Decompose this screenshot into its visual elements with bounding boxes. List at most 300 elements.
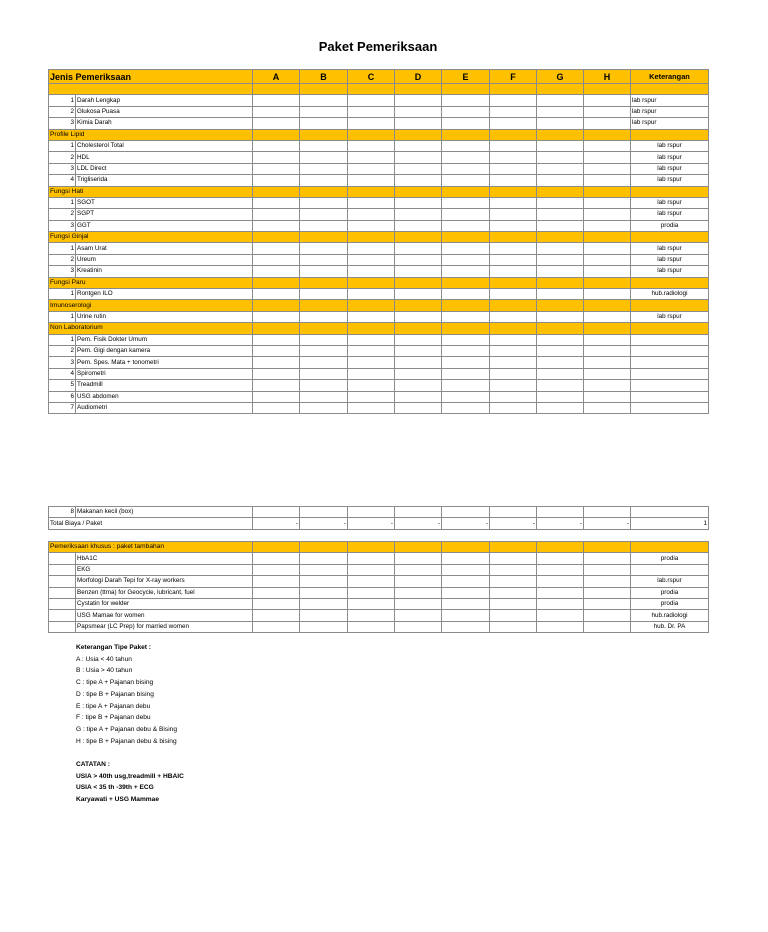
cell: [348, 118, 395, 129]
cell: [490, 357, 537, 368]
section-label: [49, 84, 253, 95]
cell: [348, 542, 395, 553]
cell: [537, 507, 584, 518]
cell: [442, 334, 490, 345]
cell: [395, 345, 442, 356]
total-table: [48, 506, 709, 530]
cell: [395, 175, 442, 186]
row-name: Pem. Fisik Dokter Umum: [76, 334, 253, 345]
cell: [631, 84, 709, 95]
cell: [253, 163, 300, 174]
row-keterangan: lab rspur: [631, 140, 709, 151]
header-col-b: B: [300, 70, 348, 84]
cell: [253, 368, 300, 379]
cell: [537, 106, 584, 117]
section-label: Non Laboratorium: [49, 323, 253, 334]
table-row: [49, 95, 709, 106]
cell: [490, 118, 537, 129]
section-row: [49, 129, 709, 140]
cell: [584, 542, 631, 553]
cell: [442, 368, 490, 379]
cell: [395, 587, 442, 598]
cell: [537, 576, 584, 587]
cell: [490, 610, 537, 621]
row-keterangan: lab rspur: [631, 254, 709, 265]
row-name: Darah Lengkap: [76, 95, 253, 106]
cell: [300, 542, 348, 553]
cell: [490, 598, 537, 609]
cell: [537, 289, 584, 300]
table-row: [49, 334, 709, 345]
cell: [442, 175, 490, 186]
cell: [537, 334, 584, 345]
cell: [300, 587, 348, 598]
cell: [537, 118, 584, 129]
total-value: -: [300, 518, 348, 529]
table-row: [49, 311, 709, 322]
cell: [300, 311, 348, 322]
cell: [537, 300, 584, 311]
cell: [537, 587, 584, 598]
cell: [300, 220, 348, 231]
cell: [300, 95, 348, 106]
table-row: [49, 220, 709, 231]
cell: [253, 175, 300, 186]
cell: [300, 621, 348, 632]
cell: [49, 621, 76, 632]
section-label: Fungsi Ginjal: [49, 232, 253, 243]
row-name: SGOT: [76, 197, 253, 208]
table-row: [49, 564, 709, 575]
row-name: Rontgen ILO: [76, 289, 253, 300]
cell: [395, 300, 442, 311]
row-number: 4: [49, 368, 76, 379]
cell: [490, 621, 537, 632]
row-name: USG Mamae for women: [76, 610, 253, 621]
cell: [300, 118, 348, 129]
cell: [300, 129, 348, 140]
cell: [442, 300, 490, 311]
cell: [253, 84, 300, 95]
cell: [348, 277, 395, 288]
row-keterangan: [631, 391, 709, 402]
row-number: 1: [49, 334, 76, 345]
table-row: [49, 345, 709, 356]
cell: [584, 621, 631, 632]
cell: [253, 587, 300, 598]
cell: [584, 323, 631, 334]
row-number: 1: [49, 243, 76, 254]
table-row: [49, 197, 709, 208]
cell: [442, 323, 490, 334]
cell: [584, 118, 631, 129]
total-value: -: [253, 518, 300, 529]
cell: [490, 402, 537, 413]
table-row: [49, 175, 709, 186]
cell: [490, 553, 537, 564]
cell: [253, 610, 300, 621]
legend-item: D : tipe B + Pajanan bising: [76, 690, 154, 698]
table-row: [49, 106, 709, 117]
cell: [395, 186, 442, 197]
cell: [490, 507, 537, 518]
cell: [584, 277, 631, 288]
cell: [442, 140, 490, 151]
cell: [253, 323, 300, 334]
cell: [490, 152, 537, 163]
row-number: 3: [49, 118, 76, 129]
total-value: -: [537, 518, 584, 529]
cell: [300, 197, 348, 208]
section-label: Imunoserologi: [49, 300, 253, 311]
cell: [537, 553, 584, 564]
cell: [537, 243, 584, 254]
cell: [584, 186, 631, 197]
cell: [490, 266, 537, 277]
cell: [395, 95, 442, 106]
cell: [537, 129, 584, 140]
cell: [253, 220, 300, 231]
cell: [442, 232, 490, 243]
row-keterangan: lab rspur: [631, 163, 709, 174]
total-value: -: [584, 518, 631, 529]
cell: [442, 106, 490, 117]
row-number: 1: [49, 197, 76, 208]
cell: [537, 277, 584, 288]
cell: [253, 311, 300, 322]
row-keterangan: hub. Dr. PA: [631, 621, 709, 632]
legend-item: E : tipe A + Pajanan debu: [76, 702, 151, 710]
cell: [395, 232, 442, 243]
cell: [442, 391, 490, 402]
table-row: [49, 357, 709, 368]
table-row: [49, 243, 709, 254]
cell: [537, 380, 584, 391]
cell: [490, 95, 537, 106]
cell: [537, 163, 584, 174]
cell: [395, 564, 442, 575]
row-number: 2: [49, 152, 76, 163]
cell: [537, 402, 584, 413]
row-name: Papsmear (LC Prep) for married women: [76, 621, 253, 632]
cell: [49, 553, 76, 564]
row-number: 2: [49, 209, 76, 220]
catatan-list: [76, 771, 184, 806]
cell: [490, 277, 537, 288]
cell: [537, 621, 584, 632]
cell: [584, 507, 631, 518]
cell: [490, 368, 537, 379]
catatan-line: Karyawati + USG Mammae: [76, 796, 160, 804]
cell: [395, 118, 442, 129]
row-keterangan: lab rspur: [631, 311, 709, 322]
cell: [253, 621, 300, 632]
cell: [584, 152, 631, 163]
cell: [584, 106, 631, 117]
cell: [490, 254, 537, 265]
row-name: Pem. Spes. Mata + tonometri: [76, 357, 253, 368]
cell: [253, 564, 300, 575]
row-number: 7: [49, 402, 76, 413]
cell: [395, 84, 442, 95]
row-number: 3: [49, 266, 76, 277]
cell: [300, 140, 348, 151]
cell: [584, 209, 631, 220]
cell: [348, 576, 395, 587]
cell: [537, 220, 584, 231]
cell: [348, 345, 395, 356]
cell: [631, 277, 709, 288]
cell: [584, 95, 631, 106]
cell: [348, 564, 395, 575]
cell: [348, 197, 395, 208]
row-keterangan: lab.rspur: [631, 576, 709, 587]
cell: [395, 197, 442, 208]
cell: [253, 345, 300, 356]
cell: [348, 621, 395, 632]
row-number: 4: [49, 175, 76, 186]
cell: [300, 380, 348, 391]
cell: [584, 311, 631, 322]
cell: [490, 345, 537, 356]
cell: [537, 610, 584, 621]
row-name: Cystatin for welder: [76, 598, 253, 609]
cell: [253, 289, 300, 300]
header-col-a: A: [253, 70, 300, 84]
row-keterangan: lab rspur: [631, 243, 709, 254]
cell: [490, 323, 537, 334]
cell: [348, 402, 395, 413]
cell: [631, 300, 709, 311]
cell: [395, 553, 442, 564]
section-row: [49, 277, 709, 288]
cell: [442, 243, 490, 254]
cell: [300, 391, 348, 402]
cell: [300, 289, 348, 300]
cell: [348, 95, 395, 106]
cell: [442, 553, 490, 564]
row-number: 1: [49, 140, 76, 151]
cell: [537, 140, 584, 151]
cell: [348, 243, 395, 254]
row-name: Asam Urat: [76, 243, 253, 254]
cell: [300, 106, 348, 117]
cell: [253, 277, 300, 288]
cell: [442, 254, 490, 265]
row-name: Benzen (ttma) for Geocycle, lubricant, fuel: [76, 587, 253, 598]
cell: [395, 576, 442, 587]
row-number: 8: [49, 507, 76, 518]
cell: [348, 266, 395, 277]
cell: [395, 266, 442, 277]
row-keterangan: prodia: [631, 598, 709, 609]
row-keterangan: lab rspur: [631, 152, 709, 163]
legend-item: H : tipe B + Pajanan debu & bising: [76, 737, 177, 745]
cell: [395, 507, 442, 518]
legend-item: B : Usia > 40 tahun: [76, 667, 133, 675]
row-name: Treadmill: [76, 380, 253, 391]
cell: [348, 598, 395, 609]
legend-title: Keterangan Tipe Paket :: [76, 644, 151, 651]
cell: [395, 254, 442, 265]
row-keterangan: [631, 345, 709, 356]
cell: [584, 402, 631, 413]
row-number: 2: [49, 345, 76, 356]
cell: [348, 334, 395, 345]
cell: [395, 610, 442, 621]
cell: [490, 84, 537, 95]
header-col-h: H: [584, 70, 631, 84]
cell: [584, 334, 631, 345]
total-label: Total Biaya / Paket: [49, 518, 253, 529]
total-value: -: [348, 518, 395, 529]
header-col-c: C: [348, 70, 395, 84]
cell: [442, 266, 490, 277]
cell: [395, 380, 442, 391]
cell: [300, 357, 348, 368]
cell: [395, 163, 442, 174]
cell: [253, 553, 300, 564]
catatan-line: USIA > 40th usg,treadmill + HBAIC: [76, 772, 184, 780]
row-keterangan: lab rspur: [631, 197, 709, 208]
cell: [442, 507, 490, 518]
cell: [395, 243, 442, 254]
cell: [584, 84, 631, 95]
cell: [253, 254, 300, 265]
cell: [537, 254, 584, 265]
legend-item: C : tipe A + Pajanan bising: [76, 679, 154, 687]
cell: [442, 610, 490, 621]
cell: [490, 175, 537, 186]
row-name: Makanan kecil (box): [76, 507, 253, 518]
cell: [584, 175, 631, 186]
row-keterangan: prodia: [631, 553, 709, 564]
cell: [49, 576, 76, 587]
cell: [442, 220, 490, 231]
cell: [490, 542, 537, 553]
cell: [253, 186, 300, 197]
cell: [300, 598, 348, 609]
section-label: Fungsi Paru: [49, 277, 253, 288]
row-number: 2: [49, 254, 76, 265]
cell: [300, 334, 348, 345]
header-col-e: E: [442, 70, 490, 84]
cell: [442, 402, 490, 413]
cell: [490, 243, 537, 254]
cell: [395, 334, 442, 345]
cell: [253, 243, 300, 254]
cell: [442, 345, 490, 356]
cell: [395, 391, 442, 402]
row-name: LDL Direct: [76, 163, 253, 174]
cell: [490, 129, 537, 140]
cell: [584, 357, 631, 368]
cell: [537, 345, 584, 356]
cell: [395, 542, 442, 553]
cell: [395, 598, 442, 609]
table-row: [49, 209, 709, 220]
cell: [49, 598, 76, 609]
row-keterangan: lab rspur: [631, 209, 709, 220]
header-jenis-pemeriksaan: Jenis Pemeriksaan: [49, 70, 253, 84]
cell: [490, 289, 537, 300]
table-row: [49, 289, 709, 300]
cell: [395, 289, 442, 300]
cell: [442, 576, 490, 587]
cell: [300, 323, 348, 334]
cell: [490, 576, 537, 587]
cell: [300, 553, 348, 564]
cell: [348, 254, 395, 265]
table-row: [49, 391, 709, 402]
table-row: [49, 140, 709, 151]
table-row: [49, 368, 709, 379]
row-name: Kimia Darah: [76, 118, 253, 129]
cell: [490, 232, 537, 243]
cell: [300, 402, 348, 413]
catatan-line: USIA < 35 th -39th + ECG: [76, 784, 154, 792]
cell: [490, 186, 537, 197]
row-keterangan: [631, 564, 709, 575]
header-col-g: G: [537, 70, 584, 84]
cell: [442, 564, 490, 575]
table-row: [49, 254, 709, 265]
cell: [300, 610, 348, 621]
cell: [490, 209, 537, 220]
cell: [300, 175, 348, 186]
cell: [537, 266, 584, 277]
cell: [253, 106, 300, 117]
row-number: 2: [49, 106, 76, 117]
legend-list: [76, 654, 184, 748]
legend-item: G : tipe A + Pajanan debu & Bising: [76, 725, 177, 733]
cell: [395, 402, 442, 413]
row-name: Audiometri: [76, 402, 253, 413]
cell: [348, 175, 395, 186]
cell: [348, 232, 395, 243]
section-row: [49, 232, 709, 243]
cell: [537, 209, 584, 220]
row-keterangan: [631, 368, 709, 379]
table-row: [49, 402, 709, 413]
cell: [631, 507, 709, 518]
cell: [584, 140, 631, 151]
special-exam-table: [48, 541, 709, 633]
cell: [584, 243, 631, 254]
cell: [584, 380, 631, 391]
row-number: 1: [49, 289, 76, 300]
table-row: [49, 163, 709, 174]
cell: [253, 129, 300, 140]
table-row: [49, 610, 709, 621]
cell: [395, 220, 442, 231]
cell: [442, 118, 490, 129]
total-row: [49, 518, 709, 529]
row-keterangan: [631, 380, 709, 391]
cell: [442, 587, 490, 598]
row-keterangan: [631, 402, 709, 413]
cell: [537, 368, 584, 379]
cell: [442, 357, 490, 368]
row-number: 3: [49, 357, 76, 368]
cell: [395, 106, 442, 117]
cell: [348, 368, 395, 379]
catatan-title: CATATAN :: [76, 761, 110, 769]
cell: [442, 380, 490, 391]
row-name: SGPT: [76, 209, 253, 220]
row-name: GGT: [76, 220, 253, 231]
cell: [584, 553, 631, 564]
